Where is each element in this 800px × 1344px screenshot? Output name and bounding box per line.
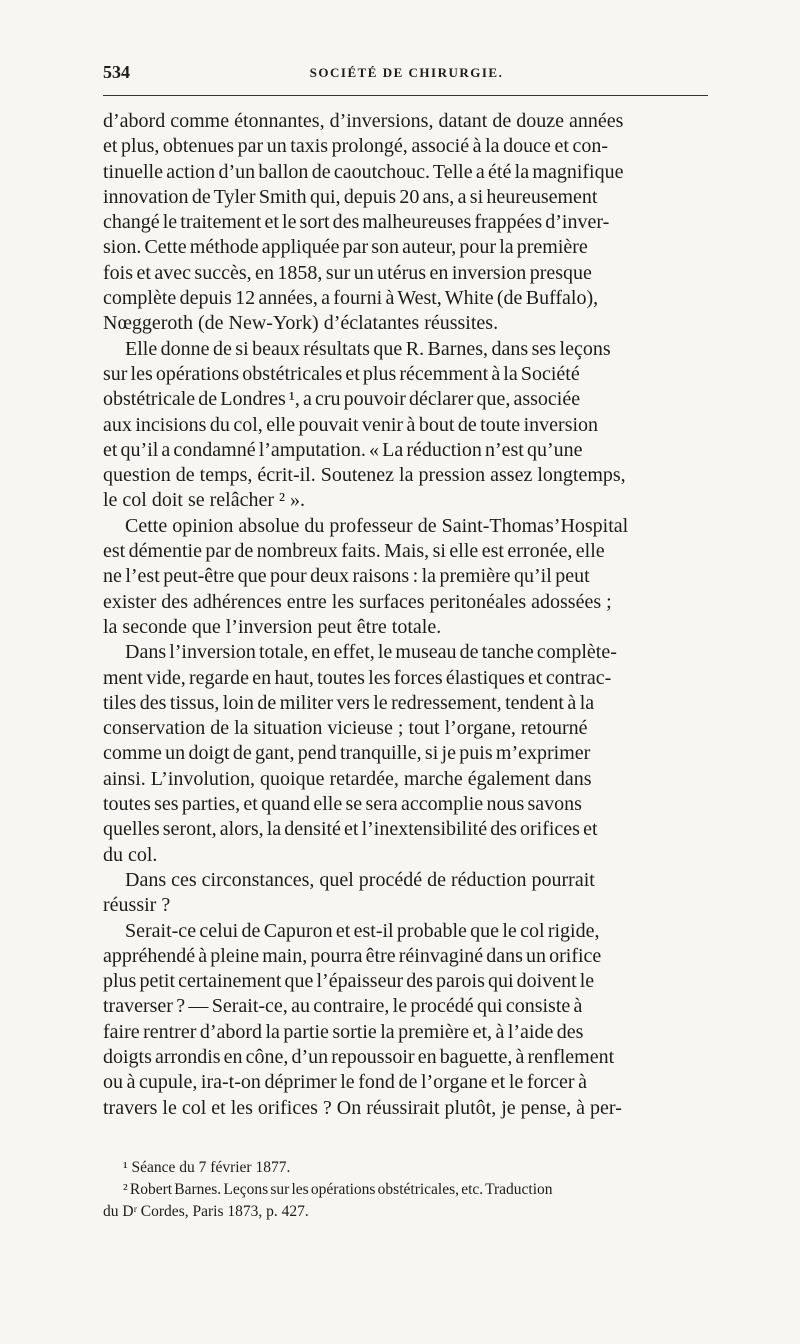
page-number: 534 xyxy=(103,62,130,82)
text-line: sur les opérations obstétricales et plus récemment à la Société xyxy=(103,362,580,385)
text-line: Dans ces circonstances, quel procédé de réduction pourrait xyxy=(125,868,595,891)
text-line: est démentie par de nombreux faits. Mais, si elle est erronée, elle xyxy=(103,540,605,563)
text-line: exister des adhérences entre les surfaces peritonéales adossées ; xyxy=(103,590,612,613)
text-line: tinuelle action d’un ballon de caoutchouc. Telle a été la magnifique xyxy=(103,160,624,183)
text-line: Nœggeroth (de New-York) d’éclatantes réussites. xyxy=(103,312,499,335)
footnote-line: du Dʳ Cordes, Paris 1873, p. 427. xyxy=(103,1203,309,1220)
text-line: conservation de la situation vicieuse ; tout l’organe, retourné xyxy=(103,717,588,740)
header-rule xyxy=(103,95,708,96)
text-line: appréhendé à pleine main, pourra être réinvaginé dans un orifice xyxy=(103,944,602,967)
text-line: la seconde que l’inversion peut être totale. xyxy=(103,615,442,638)
footnote-line: ² Robert Barnes. Leçons sur les opérations obstétricales, etc. Traduction xyxy=(123,1181,553,1198)
text-line: plus petit certainement que l’épaisseur des parois qui doivent le xyxy=(103,970,595,993)
body-text xyxy=(103,109,723,1121)
text-line: Serait-ce celui de Capuron et est-il probable que le col rigide, xyxy=(125,919,600,942)
footnotes xyxy=(103,1157,723,1223)
text-line: ou à cupule, ira-t-on déprimer le fond de l’organe et le forcer à xyxy=(103,1071,588,1094)
text-line: travers le col et les orifices ? On réussirait plutôt, je pense, à per- xyxy=(103,1096,622,1119)
text-line: Dans l’inversion totale, en effet, le museau de tanche complète- xyxy=(125,641,617,664)
page-header xyxy=(103,60,710,88)
text-line: et plus, obtenues par un taxis prolongé, associé à la douce et con- xyxy=(103,135,609,158)
text-line: doigts arrondis en cône, d’un repoussoir en baguette, à renflement xyxy=(103,1045,615,1068)
text-line: comme un doigt de gant, pend tranquille, si je puis m’exprimer xyxy=(103,742,591,765)
text-line: question de temps, écrit-il. Soutenez la pression assez longtemps, xyxy=(103,464,626,487)
text-line: innovation de Tyler Smith qui, depuis 20 ans, a si heureusement xyxy=(103,185,598,208)
text-line: tiles des tissus, loin de militer vers le redressement, tendent à la xyxy=(103,691,595,714)
text-line: et qu’il a condamné l’amputation. « La réduction n’est qu’une xyxy=(103,438,583,461)
text-line: traverser ? — Serait-ce, au contraire, le procédé qui consiste à xyxy=(103,995,583,1018)
text-line: faire rentrer d’abord la partie sortie la première et, à l’aide des xyxy=(103,1020,584,1043)
text-line: sion. Cette méthode appliquée par son auteur, pour la première xyxy=(103,236,588,259)
text-line: changé le traitement et le sort des malheureuses frappées d’inver- xyxy=(103,211,610,234)
footnote-line: ¹ Séance du 7 février 1877. xyxy=(123,1159,291,1176)
text-line: obstétricale de Londres ¹, a cru pouvoir déclarer que, associée xyxy=(103,388,581,411)
text-line: Elle donne de si beaux résultats que R. Barnes, dans ses leçons xyxy=(125,337,611,360)
running-title: SOCIÉTÉ DE CHIRURGIE. xyxy=(309,65,504,80)
text-line: réussir ? xyxy=(103,894,171,917)
text-line: ne l’est peut-être que pour deux raisons : la première qu’il peut xyxy=(103,565,590,588)
text-line: fois et avec succès, en 1858, sur un utérus en inversion presque xyxy=(103,261,592,284)
text-line: Cette opinion absolue du professeur de Saint-Thomas’Hospital xyxy=(125,514,629,537)
text-line: complète depuis 12 années, a fourni à West, White (de Buffalo), xyxy=(103,287,599,310)
text-line: le col doit se relâcher ² ». xyxy=(103,489,306,512)
text-line: quelles seront, alors, la densité et l’inextensibilité des orifices et xyxy=(103,818,598,841)
text-line: ment vide, regarde en haut, toutes les forces élastiques et contrac- xyxy=(103,666,612,689)
text-line: toutes ses parties, et quand elle se sera accomplie nous savons xyxy=(103,793,582,816)
text-line: aux incisions du col, elle pouvait venir à bout de toute inversion xyxy=(103,413,599,436)
text-line: du col. xyxy=(103,843,158,866)
text-line: d’abord comme étonnantes, d’inversions, datant de douze années xyxy=(103,110,624,132)
text-line: ainsi. L’involution, quoique retardée, marche également dans xyxy=(103,767,592,790)
